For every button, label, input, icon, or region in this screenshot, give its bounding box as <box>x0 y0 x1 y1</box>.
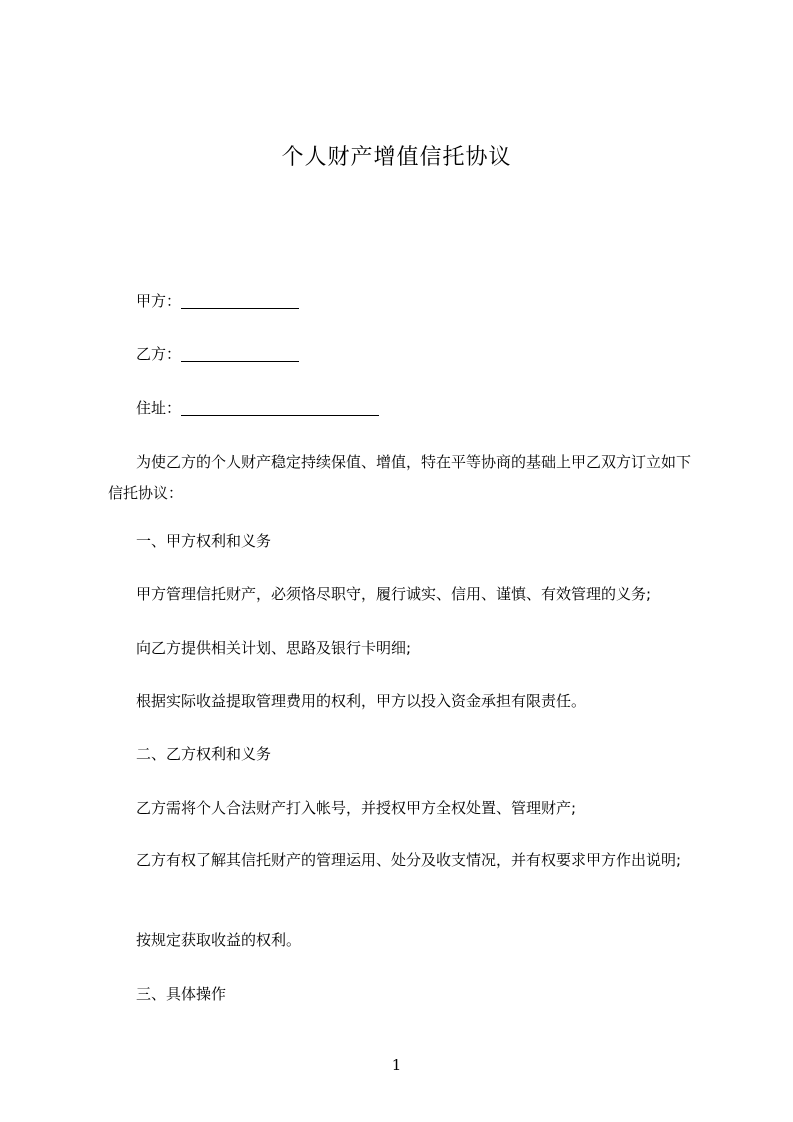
section1-item: 甲方管理信托财产，必须恪尽职守，履行诚实、信用、谨慎、有效管理的义务; <box>136 585 652 603</box>
intro-paragraph: 为使乙方的个人财产稳定持续保值、增值，特在平等协商的基础上甲乙双方订立如下信托协议： <box>108 453 692 502</box>
section1-item: 向乙方提供相关计划、思路及银行卡明细; <box>136 639 412 657</box>
party-a-label: 甲方： <box>136 292 182 310</box>
section3-heading: 三、具体操作 <box>136 985 227 1003</box>
party-b-label: 乙方： <box>136 345 182 363</box>
party-b-blank <box>181 345 299 362</box>
section2-item: 乙方需将个人合法财产打入帐号，并授权甲方全权处置、管理财产; <box>136 799 577 817</box>
party-a-line <box>136 286 698 317</box>
party-a-blank <box>181 292 299 309</box>
section1-item: 根据实际收益提取管理费用的权利，甲方以投入资金承担有限责任。 <box>136 692 587 710</box>
section2-item: 按规定获取收益的权利。 <box>136 931 302 949</box>
section2-item: 乙方有权了解其信托财产的管理运用、处分及收支情况，并有权要求甲方作出说明; <box>136 851 682 869</box>
document-title: 个人财产增值信托协议 <box>281 145 512 170</box>
party-b-line <box>136 339 698 370</box>
page-number: 1 <box>391 1056 402 1074</box>
section1-heading: 一、甲方权利和义务 <box>136 532 272 550</box>
section2-heading: 二、乙方权利和义务 <box>136 745 272 763</box>
address-label: 住址： <box>136 399 182 417</box>
address-line <box>136 393 698 424</box>
address-blank <box>181 399 379 416</box>
